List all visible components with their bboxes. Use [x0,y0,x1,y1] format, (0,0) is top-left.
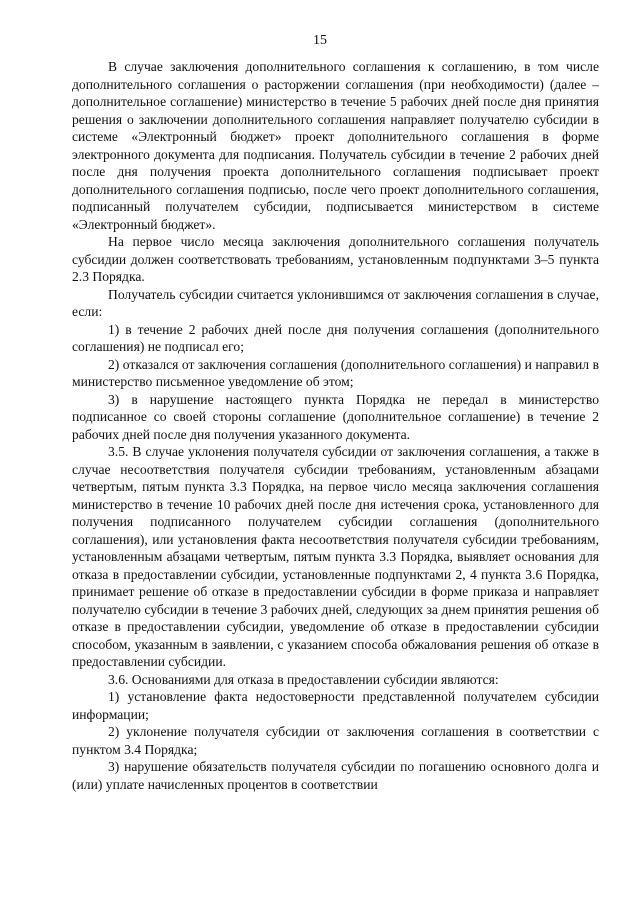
paragraph-evasion-conditions: Получатель субсидии считается уклонившимся от заключения соглашения в случае, если: [72,286,599,319]
list-item-2: 2) отказался от заключения соглашения (дополнительного соглашения) и направил в министерство письменное уведомление об этом; [72,356,599,389]
section-3-6: 3.6. Основаниями для отказа в предоставлении субсидии являются: [108,671,499,687]
paragraph-first-day-requirements: На первое число месяца заключения дополнительного соглашения получатель субсидии должен соответствовать требованиям, установленным подпунктами 3–5 пункта 2.3 Порядка. [72,234,599,284]
refusal-ground-2: 2) уклонение получателя субсидии от заключения соглашения в соответствии с пунктом 3.4 Порядка; [72,724,599,757]
section-3-5: 3.5. В случае уклонения получателя субсидии от заключения соглашения, а также в случае несоответствия получателя субсидии требованиям, установленным абзацами четвертым, пятым пункта 3.3 Порядка, на первое число месяца заключения соглашения министерство в течение 10 рабочих дней после дня истечения срока, установленного для получения подписанного получателем субсидии соглашения (дополнительного соглашения), или установления факта несоответствия получателя субсидии требованиям, установленным абзацами четвертым, пятым пункта 3.3 Порядка, выявляет основания для отказа в предоставлении субсидии, установленные подпунктами 2, 4 пункта 3.6 Порядка, принимает решение об отказе в предоставлении субсидии в форме приказа и направляет получателю субсидии в течение 3 рабочих дней, следующих за днем принятия решения об отказе в предоставлении субсидии, уведомление об отказе в предоставлении субсидии способом, указанным в заявлении, с указанием способа обжалования решения об отказе в предоставлении субсидии. [72,444,599,669]
list-item-1: 1) в течение 2 рабочих дней после дня получения соглашения (дополнительного соглашения) не подписал его; [72,321,599,354]
refusal-ground-1: 1) установление факта недостоверности представленной получателем субсидии информации; [72,689,599,722]
list-item-3: 3) в нарушение настоящего пункта Порядка не передал в министерство подписанное со своей стороны соглашение (дополнительное соглашение) в течение 2 рабочих дней после дня получения указанного документа. [72,391,599,442]
refusal-ground-3: 3) нарушение обязательств получателя субсидии по погашению основного долга и (или) уплате начисленных процентов в соответствии [72,759,599,792]
paragraph-additional-agreement: В случае заключения дополнительного соглашения к соглашению, в том числе дополнительного соглашения о расторжении соглашения (при необходимости) (далее – дополнительное соглашение) министерство в течение 5 рабочих дней после дня принятия решения о заключении дополнительного соглашения направляет получателю субсидии в системе «Электронный бюджет» проект дополнительного соглашения в форме электронного документа для подписания. Получатель субсидии в течение 2 рабочих дней после дня получения проекта дополнительного соглашения подписывает проект дополнительного соглашения подписью, после чего проект дополнительного соглашения, подписанный получателем субсидии, подписывается министерством в системе «Электронный бюджет». [72,59,599,232]
document-body [72,58,599,793]
page-number: 15 [313,33,327,48]
